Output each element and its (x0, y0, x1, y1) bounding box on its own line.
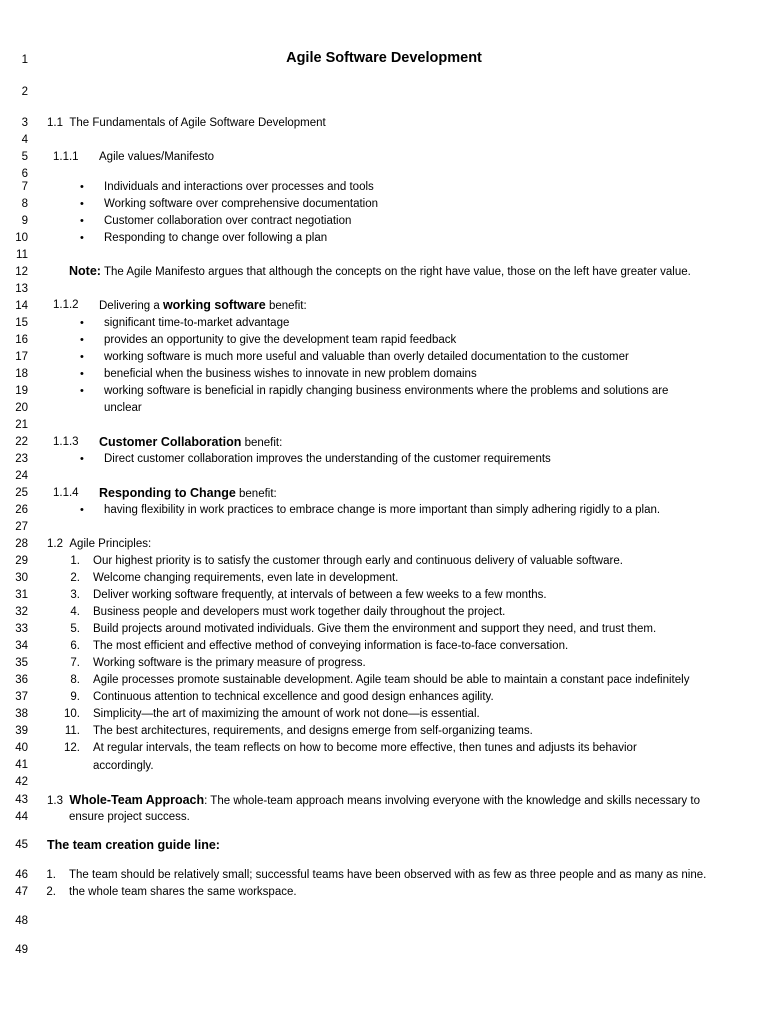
line-number: 25 (15, 487, 28, 499)
line-number: 5 (21, 151, 28, 163)
line-number: 46 (15, 869, 28, 881)
bullet-icon: • (80, 453, 84, 465)
heading-post: benefit: (239, 488, 277, 500)
section-number: 1.1 (47, 117, 63, 129)
section-heading: Agile Principles: (69, 538, 152, 550)
list-item: Simplicity—the art of maximizing the amount of work not done—is essential. (93, 708, 480, 720)
line-number: 1 (21, 54, 28, 66)
line-number: 2 (21, 86, 28, 98)
document-title: Agile Software Development (286, 50, 482, 66)
list-item: Our highest priority is to satisfy the customer through early and continuous delivery of valuable software. (93, 555, 623, 567)
line-number: 19 (15, 385, 28, 397)
list-item: Working software is the primary measure of progress. (93, 657, 366, 669)
line-number: 41 (15, 759, 28, 771)
heading-bold: Whole-Team Approach (69, 793, 205, 807)
bullet-icon: • (80, 181, 84, 193)
line-number: 17 (15, 351, 28, 363)
line-number: 27 (15, 521, 28, 533)
list-item: Responding to change over following a plan (104, 232, 328, 244)
line-number: 16 (15, 334, 28, 346)
line-number: 12 (15, 266, 28, 278)
line-number: 33 (15, 623, 28, 635)
line-number: 47 (15, 886, 28, 898)
line-number: 34 (15, 640, 28, 652)
section-1-3 (47, 793, 700, 808)
note-paragraph (69, 264, 691, 279)
section-number: 1.1.4 (53, 487, 79, 499)
list-item: Agile processes promote sustainable development. Agile team should be able to maintain a constant pace indefinitely (93, 674, 690, 686)
list-number: 10. (64, 708, 80, 720)
line-number: 9 (21, 215, 28, 227)
bullet-icon: • (80, 334, 84, 346)
line-number: 36 (15, 674, 28, 686)
list-item: Individuals and interactions over processes and tools (104, 181, 374, 193)
line-number: 10 (15, 232, 28, 244)
heading-post: benefit: (268, 300, 307, 312)
heading-bold: working software (162, 298, 266, 312)
line-number: 28 (15, 538, 28, 550)
line-number: 48 (15, 915, 28, 927)
section-heading: Agile values/Manifesto (99, 151, 215, 163)
bullet-icon: • (80, 385, 84, 397)
section-heading: The Fundamentals of Agile Software Development (69, 117, 326, 129)
line-number: 43 (15, 794, 28, 806)
line-number: 31 (15, 589, 28, 601)
line-number: 32 (15, 606, 28, 618)
heading-bold: Customer Collaboration (99, 435, 242, 449)
list-number: 11. (64, 725, 80, 737)
list-item: Build projects around motivated individuals. Give them the environment and support they need, and trust them. (93, 623, 657, 635)
section-number: 1.1.2 (53, 299, 79, 311)
line-number: 35 (15, 657, 28, 669)
line-number: 37 (15, 691, 28, 703)
list-number: 8. (70, 674, 80, 686)
list-item: Continuous attention to technical excellence and good design enhances agility. (93, 691, 494, 703)
line-number: 30 (15, 572, 28, 584)
line-number: 7 (21, 181, 28, 193)
line-number: 40 (15, 742, 28, 754)
list-item-continuation: accordingly. (93, 760, 154, 772)
line-number: 38 (15, 708, 28, 720)
section-heading (99, 435, 282, 450)
list-item: The most efficient and effective method of conveying information is face-to-face conversation. (93, 640, 569, 652)
list-number: 9. (70, 691, 80, 703)
list-number: 2. (46, 886, 56, 898)
line-number: 22 (15, 436, 28, 448)
line-number: 8 (21, 198, 28, 210)
list-item: Business people and developers must work together daily throughout the project. (93, 606, 506, 618)
list-number: 2. (70, 572, 80, 584)
list-item: having flexibility in work practices to embrace change is more important than simply adhering rigidly to a plan. (104, 504, 661, 516)
list-item: working software is much more useful and valuable than overly detailed documentation to the customer (104, 351, 629, 363)
section-number: 1.1.3 (53, 436, 79, 448)
line-number: 11 (16, 249, 28, 261)
bullet-icon: • (80, 351, 84, 363)
list-item: Welcome changing requirements, even late in development. (93, 572, 399, 584)
list-item: Working software over comprehensive documentation (104, 198, 379, 210)
line-number: 3 (21, 117, 28, 129)
section-number: 1.1.1 (53, 151, 79, 163)
list-item: significant time-to-market advantage (104, 317, 290, 329)
list-number: 1. (70, 555, 80, 567)
note-label: Note: (69, 264, 101, 278)
list-item: beneficial when the business wishes to innovate in new problem domains (104, 368, 477, 380)
list-number: 5. (70, 623, 80, 635)
bullet-icon: • (80, 368, 84, 380)
list-item: Customer collaboration over contract negotiation (104, 215, 352, 227)
line-number: 39 (15, 725, 28, 737)
heading-post: benefit: (244, 437, 283, 449)
list-number: 7. (70, 657, 80, 669)
list-number: 12. (64, 742, 80, 754)
line-number: 15 (15, 317, 28, 329)
note-text: The Agile Manifesto argues that although the concepts on the right have value, those on the left have greater value. (103, 266, 691, 278)
bullet-icon: • (80, 317, 84, 329)
line-number: 24 (15, 470, 28, 482)
bullet-icon: • (80, 232, 84, 244)
section-1-1 (47, 116, 326, 130)
section-1-2 (47, 537, 151, 551)
section-number: 1.2 (47, 538, 63, 550)
bullet-icon: • (80, 198, 84, 210)
line-number: 13 (15, 283, 28, 295)
line-number: 29 (15, 555, 28, 567)
list-number: 6. (70, 640, 80, 652)
list-number: 3. (70, 589, 80, 601)
line-number: 18 (15, 368, 28, 380)
line-number: 21 (15, 419, 28, 431)
guide-heading: The team creation guide line: (47, 838, 220, 852)
section-text: : The whole-team approach means involving everyone with the knowledge and skills necessary to (204, 795, 700, 807)
line-number: 6 (21, 168, 28, 180)
line-number: 42 (15, 776, 28, 788)
list-item: The best architectures, requirements, and designs emerge from self-organizing teams. (93, 725, 533, 737)
line-number: 4 (21, 134, 28, 146)
line-number: 45 (15, 839, 28, 851)
line-number: 26 (15, 504, 28, 516)
heading-bold: Responding to Change (99, 486, 236, 500)
section-continuation: ensure project success. (69, 811, 190, 823)
section-heading (99, 298, 307, 313)
section-number: 1.3 (47, 795, 63, 807)
line-number: 44 (15, 811, 28, 823)
list-item: Direct customer collaboration improves the understanding of the customer requirements (104, 453, 551, 465)
section-heading (99, 486, 277, 501)
bullet-icon: • (80, 504, 84, 516)
list-item: The team should be relatively small; successful teams have been observed with as few as three people and as many as nine. (69, 869, 707, 881)
list-item: Deliver working software frequently, at intervals of between a few weeks to a few months. (93, 589, 547, 601)
heading-pre: Delivering a (99, 300, 160, 312)
line-number: 20 (15, 402, 28, 414)
line-number: 14 (15, 300, 28, 312)
list-number: 4. (70, 606, 80, 618)
list-number: 1. (46, 869, 56, 881)
line-number: 49 (15, 944, 28, 956)
bullet-continuation: unclear (104, 402, 142, 414)
list-item: provides an opportunity to give the development team rapid feedback (104, 334, 457, 346)
list-item: working software is beneficial in rapidly changing business environments where the problems and solutions are (104, 385, 669, 397)
bullet-icon: • (80, 215, 84, 227)
list-item: the whole team shares the same workspace. (69, 886, 297, 898)
list-item: At regular intervals, the team reflects on how to become more effective, then tunes and adjusts its behavior (93, 742, 637, 754)
line-number: 23 (15, 453, 28, 465)
